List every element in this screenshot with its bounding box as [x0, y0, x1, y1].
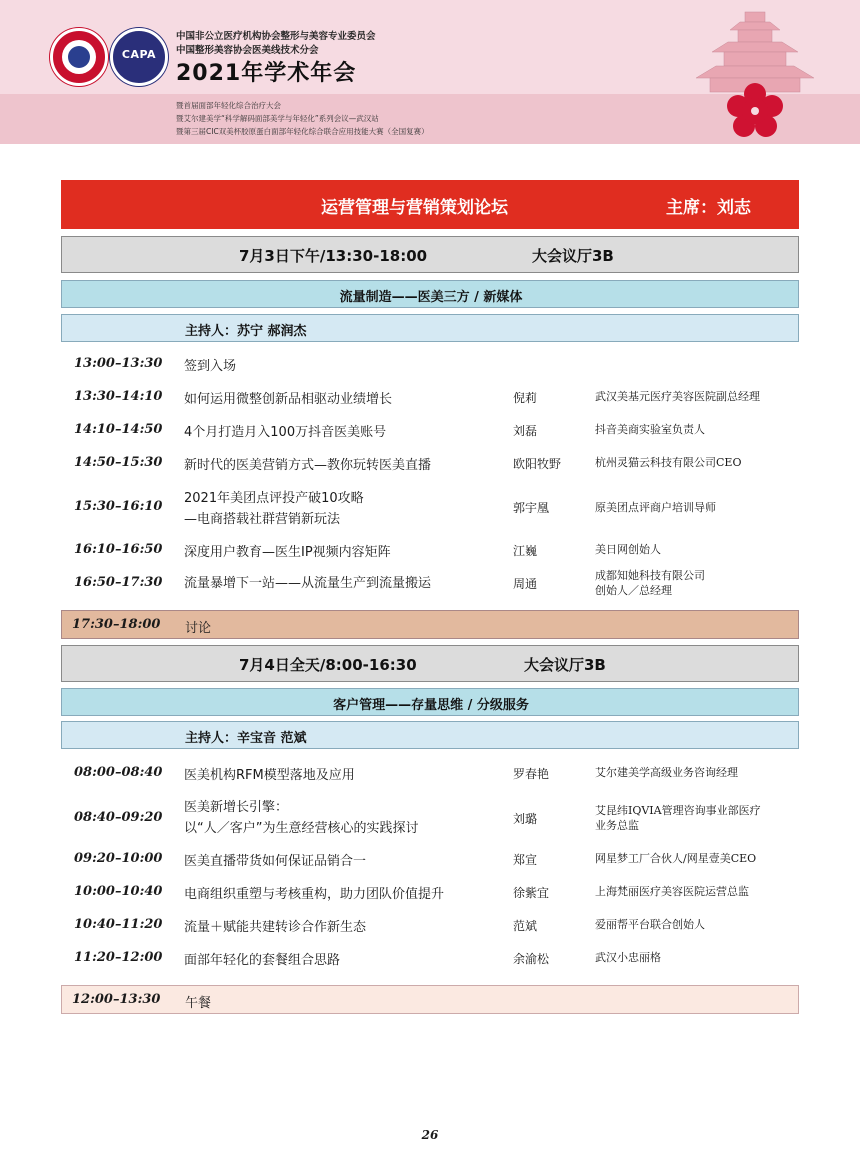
discussion-time: 17:30–18:00: [72, 617, 161, 632]
day2-time: 7月4日全天/8:00-16:30: [239, 656, 417, 674]
session-affiliation: 武汉美基元医疗美容医院副总经理: [595, 390, 760, 403]
day2-theme-bar: [61, 688, 799, 716]
session-topic-line1: 医美新增长引擎：: [184, 800, 289, 815]
schedule-row: [61, 488, 799, 530]
tower-plum-emblem: [690, 8, 820, 138]
session-speaker: 郭宇凰: [513, 501, 550, 515]
session-speaker: 郑宣: [513, 853, 538, 867]
session-affiliation: 艾尔建美学高级业务咨询经理: [595, 766, 738, 779]
session-affiliation: 杭州灵猫云科技有限公司CEO: [595, 456, 742, 469]
day1-header-bar: [61, 236, 799, 273]
organizer-line-1: 中国非公立医疗机构协会整形与美容专业委员会: [176, 31, 376, 42]
schedule-row: [61, 422, 799, 442]
discussion-label: 讨论: [185, 621, 212, 636]
day2-header-bar: [61, 645, 799, 682]
subtitle-line-2: 暨艾尔建美学“科学解码面部美学与年轻化”系列会议—武汉站: [176, 114, 379, 123]
session-time: 08:40–09:20: [74, 810, 163, 825]
session-speaker: 江巍: [513, 544, 538, 558]
day2-hosts: 主持人：辛宝音 范斌: [185, 731, 307, 746]
day1-hosts-bar: [61, 314, 799, 342]
schedule-row: [61, 884, 799, 904]
session-affiliation: 原美团点评商户培训导师: [595, 501, 716, 514]
schedule-row: [61, 568, 799, 600]
session-topic: 电商组织重塑与考核重构，助力团队价值提升: [184, 887, 445, 902]
session-topic: 4个月打造月入100万抖音医美账号: [184, 425, 387, 440]
day2-theme: 客户管理——存量思维 / 分级服务: [333, 698, 529, 713]
session-time: 15:30–16:10: [74, 499, 163, 514]
day1-time: 7月3日下午/13:30-18:00: [239, 247, 428, 265]
session-topic-line2: —电商搭载社群营销新玩法: [184, 512, 341, 527]
session-speaker: 刘磊: [513, 424, 538, 438]
session-speaker: 倪莉: [513, 391, 538, 405]
page-number: 26: [421, 1128, 439, 1142]
lunch-label: 午餐: [185, 996, 212, 1011]
schedule-row: [61, 765, 799, 785]
schedule-row: [61, 542, 799, 562]
session-speaker: 欧阳牧野: [513, 457, 562, 471]
forum-title-bar: [61, 180, 799, 229]
session-topic: 医美直播带货如何保证品销合一: [184, 854, 367, 869]
session-speaker: 罗春艳: [513, 767, 550, 781]
session-time: 16:10–16:50: [74, 542, 163, 557]
session-affiliation: 爱丽帮平台联合创始人: [595, 918, 705, 931]
schedule-row: [61, 797, 799, 839]
session-time: 08:00–08:40: [74, 765, 163, 780]
subtitle-line-1: 暨首届面部年轻化综合治疗大会: [176, 101, 281, 110]
discussion-bar: [61, 610, 799, 639]
session-topic-line2: 以“人／客户”为生意经营核心的实践探讨: [184, 821, 419, 836]
schedule-row: [61, 917, 799, 937]
schedule-row: [61, 356, 799, 376]
day1-room: 大会议厅3B: [532, 247, 614, 265]
session-topic: 深度用户教育—医生IP视频内容矩阵: [184, 545, 391, 560]
session-topic: 医美机构RFM模型落地及应用: [184, 768, 355, 783]
session-affiliation: 网星梦工厂合伙人/网星壹美CEO: [595, 852, 757, 865]
session-time: 13:30–14:10: [74, 389, 163, 404]
session-affiliation-line2: 创始人／总经理: [595, 584, 672, 597]
schedule-row: [61, 950, 799, 970]
day1-hosts: 主持人：苏宁 郝润杰: [185, 324, 307, 339]
session-time: 10:00–10:40: [74, 884, 163, 899]
session-affiliation-line1: 艾昆纬IQVIA管理咨询事业部医疗: [595, 804, 761, 817]
session-time: 11:20–12:00: [74, 950, 163, 965]
day2-hosts-bar: [61, 721, 799, 749]
session-topic: 新时代的医美营销方式—教你玩转医美直播: [184, 458, 432, 473]
subtitle-line-3: 暨第三届CIC双美杯胶原蛋白面部年轻化综合联合应用技能大赛（全国复赛）: [176, 127, 429, 136]
session-speaker: 余渝松: [513, 952, 550, 966]
session-time: 13:00–13:30: [74, 356, 163, 371]
schedule-row: [61, 455, 799, 475]
session-topic: 签到入场: [184, 359, 237, 374]
session-time: 16:50–17:30: [74, 575, 163, 590]
conference-title: 2021年学术年会: [176, 61, 357, 86]
session-affiliation: 武汉小忠丽格: [595, 951, 661, 964]
session-affiliation: 上海梵丽医疗美容医院运营总监: [595, 885, 749, 898]
day1-theme: 流量制造——医美三方 / 新媒体: [339, 290, 523, 305]
session-topic: 面部年轻化的套餐组合思路: [184, 953, 341, 968]
session-affiliation: 抖音美商实验室负责人: [595, 423, 705, 436]
session-speaker: 范斌: [513, 919, 538, 933]
session-affiliation: 美日网创始人: [595, 543, 661, 556]
forum-chair: 主席：刘志: [666, 198, 751, 218]
session-topic: 如何运用微整创新品相驱动业绩增长: [184, 392, 393, 407]
session-speaker: 徐紫宜: [513, 886, 550, 900]
association-logo-cnmia: [50, 28, 108, 86]
session-speaker: 周通: [513, 577, 538, 591]
schedule-row: [61, 851, 799, 871]
session-time: 14:50–15:30: [74, 455, 163, 470]
lunch-bar: [61, 985, 799, 1014]
session-topic: 流量＋赋能共建转诊合作新生态: [184, 920, 367, 935]
day1-theme-bar: [61, 280, 799, 308]
session-time: 10:40–11:20: [74, 917, 163, 932]
session-topic-line1: 2021年美团点评投产破10攻略: [184, 491, 364, 506]
session-time: 14:10–14:50: [74, 422, 163, 437]
logo-text: CAPA: [121, 48, 157, 61]
session-topic: 流量暴增下一站——从流量生产到流量搬运: [184, 576, 432, 591]
organizer-line-2: 中国整形美容协会医美线技术分会: [176, 45, 319, 56]
schedule-row: [61, 389, 799, 409]
forum-title: 运营管理与营销策划论坛: [321, 198, 508, 218]
session-affiliation-line1: 成都知她科技有限公司: [595, 569, 705, 582]
lunch-time: 12:00–13:30: [72, 992, 161, 1007]
association-logo-capa: [110, 28, 168, 86]
day2-room: 大会议厅3B: [524, 656, 606, 674]
session-time: 09:20–10:00: [74, 851, 163, 866]
session-affiliation-line2: 业务总监: [595, 819, 639, 832]
session-speaker: 刘璐: [513, 812, 538, 826]
